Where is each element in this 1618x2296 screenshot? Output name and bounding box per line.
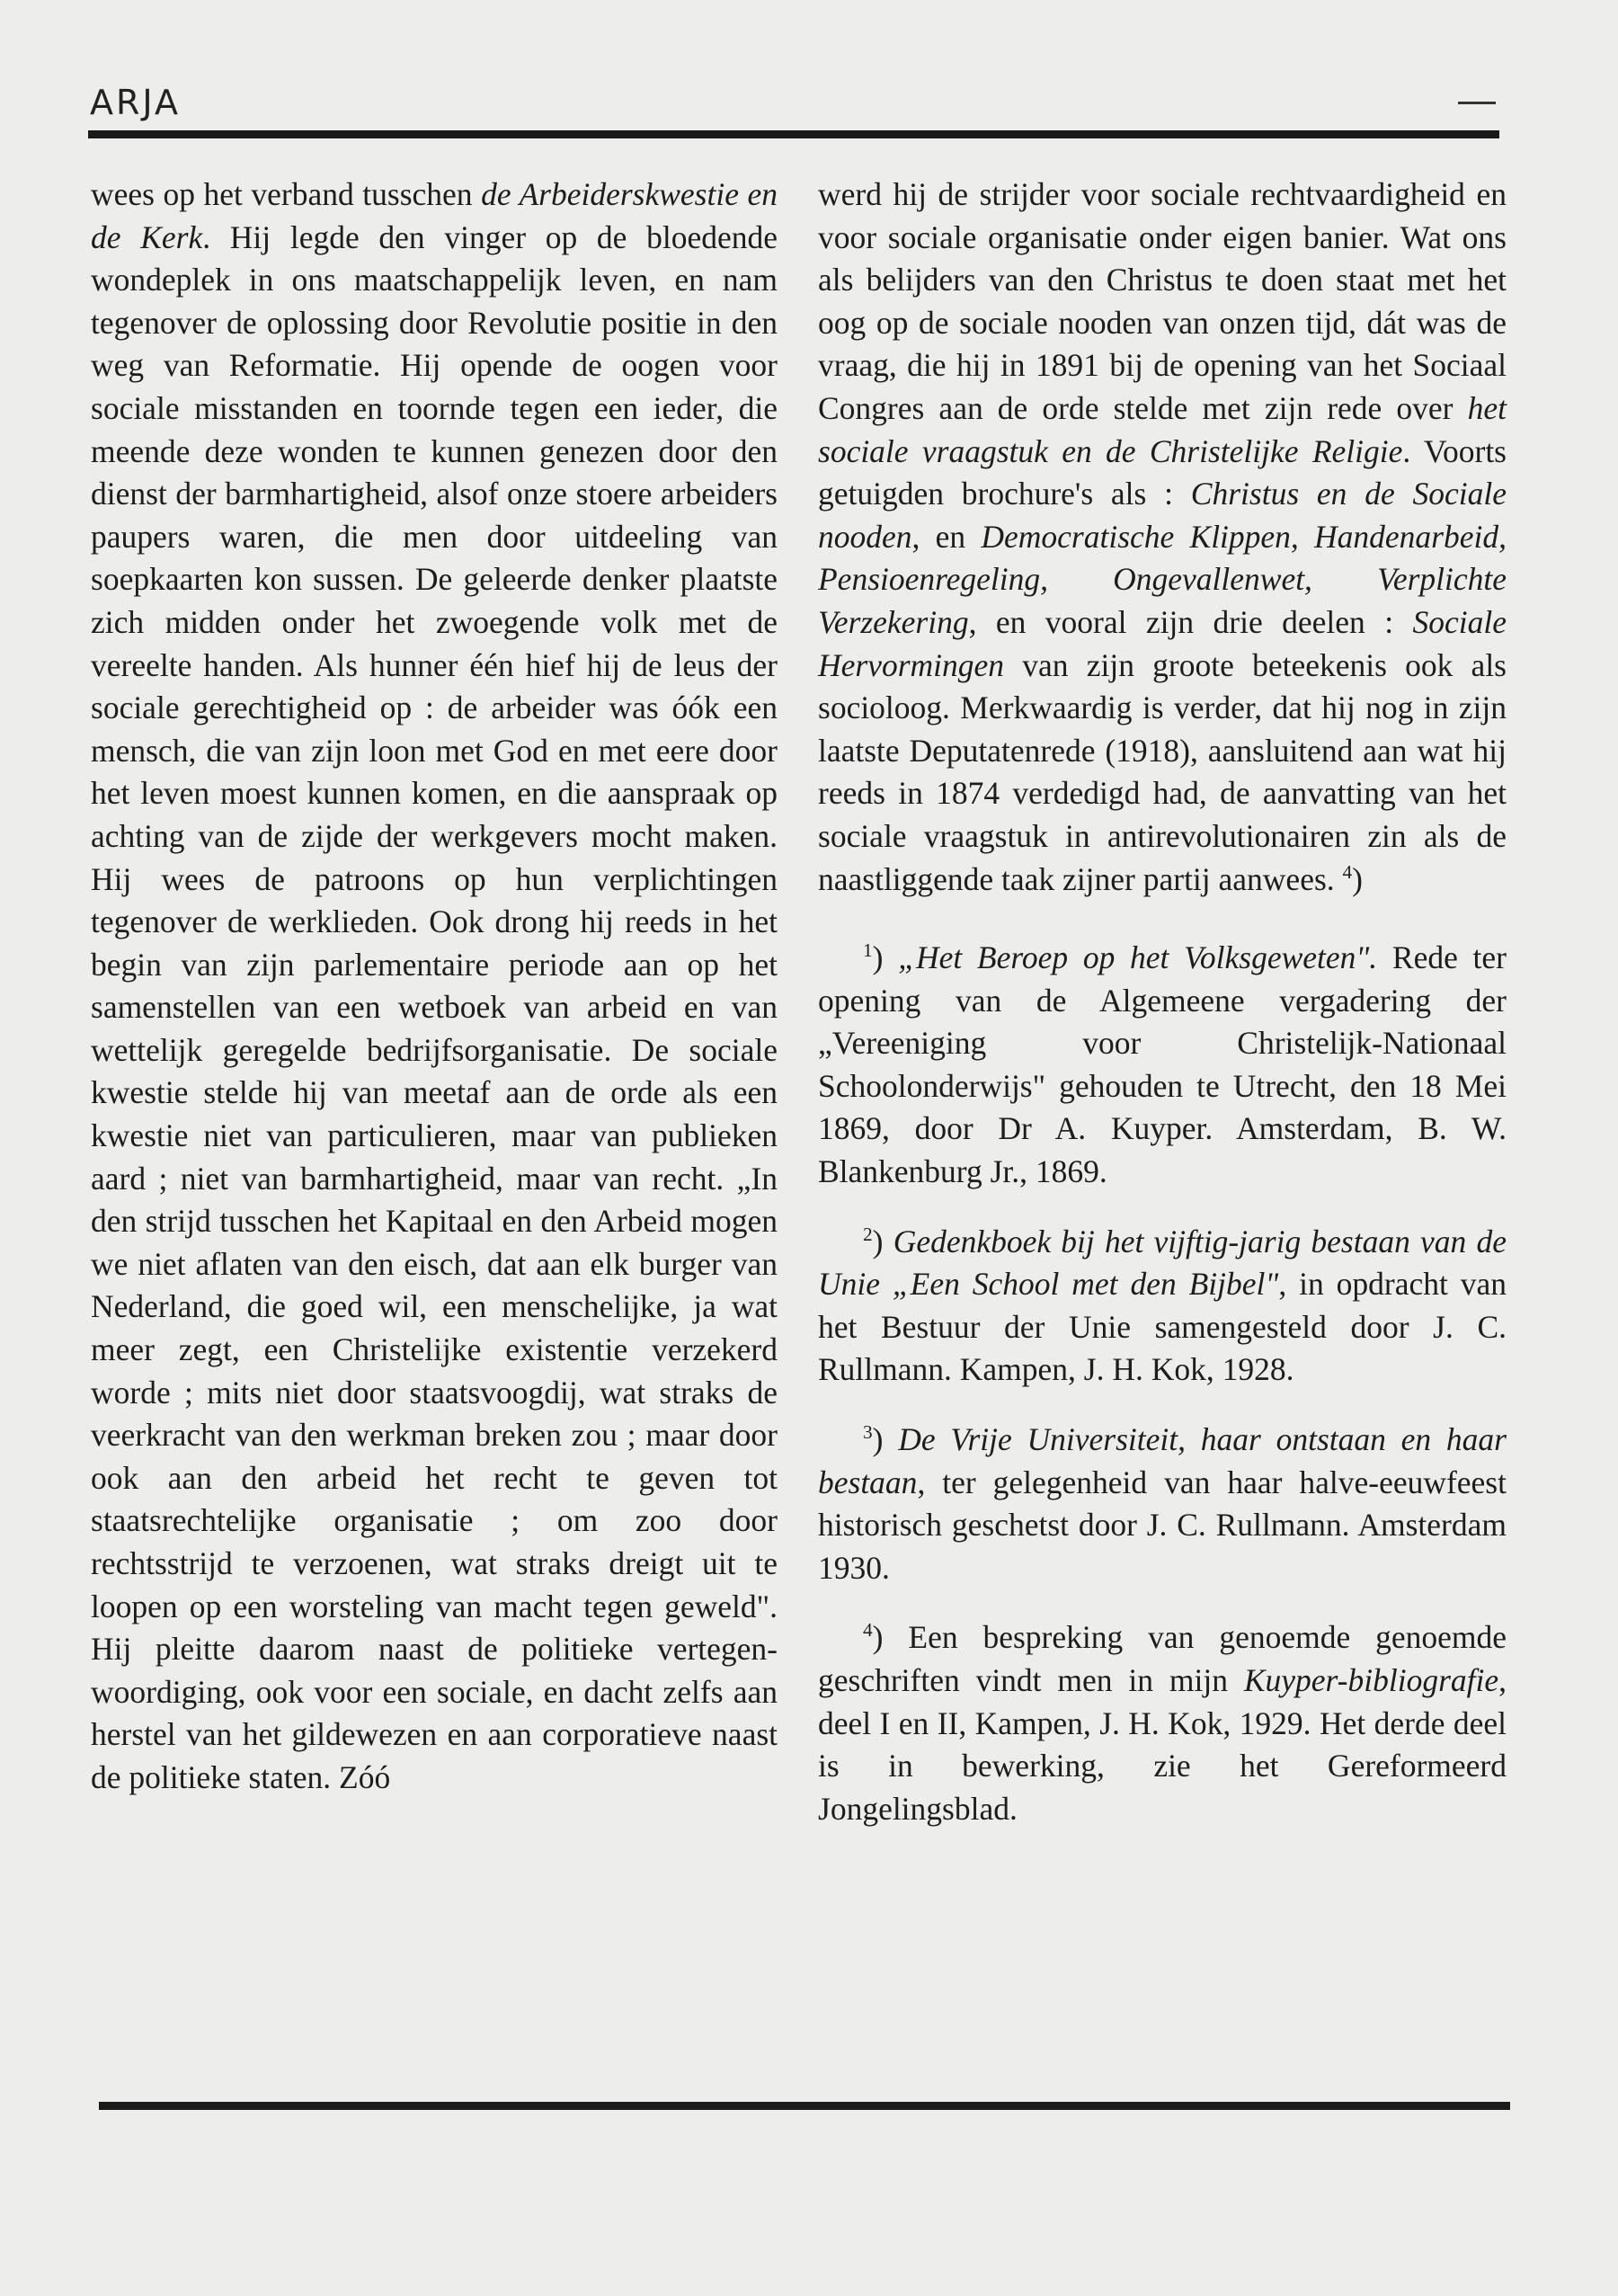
left-paragraph — [91, 174, 778, 1800]
footnote-title: Gedenkboek bij het vijftig-jarig bestaan van de Unie „Een School met den Bijbel" — [818, 1223, 1507, 1303]
text-run: . Hij legde den vinger op de bloedende wondeplek in ons maatschappelijk leven, en nam tegenover de oplossing door Revolutie positie in den weg van Reformatie. Hij opende de oogen voor sociale misstanden en toornde tegen een ieder, die meende deze wonden te kunnen genezen door den dienst der barmhartigheid, alsof onze stoere arbeiders paupers waren, die men door uitdeeling van soepkaarten kon sussen. De geleerde denker plaatste zich midden onder het zwoegende volk met de vereelte handen. Als hunner één hief hij de leus der sociale gerechtigheid op : de arbeider was óók een mensch, die van zijn loon met God en met eere door het leven moest kunnen komen, en die aanspraak op achting van de zijde der werkgevers mocht maken. Hij wees de patroons op hun verplichtingen tegenover de werklieden. Ook drong hij reeds in het begin van zijn parlementaire periode aan op het samenstellen van een wetboek van arbeid en van wettelijk geregelde bedrijfsorganisatie. De sociale kwestie stelde hij van meetaf aan de orde als een kwestie niet van particulieren, maar van publieken aard ; niet van barmhartigheid, maar van recht. „In den strijd tusschen het Kapitaal en den Arbeid mogen we niet aflaten van den eisch, dat aan elk burger van Nederland, die goed wil, een menschelijke, ja wat meer zegt, een Christelijke existentie verzekerd worde ; mits niet door staatsvoogdij, wat straks de veerkracht van den werkman breken zou ; maar door ook aan den arbeid het recht te geven tot staatsrechtelijke organisatie ; om zoo door rechtsstrijd te verzoenen, wat straks dreigt uit te loopen op een worsteling van macht tegen geweld". Hij pleitte daarom naast de politieke vertegenwoordiging, ook voor een sociale, en dacht zelfs aan herstel van het gildewezen en aan corporatieve naast de politieke staten. Zóó — [91, 218, 778, 1795]
footnote-number: 4 — [863, 1619, 873, 1642]
italic-title: het sociale vraagstuk en de Christelijke Religie — [818, 389, 1507, 469]
text-run: ) — [1352, 860, 1363, 897]
running-header-title: ARJA — [90, 83, 181, 122]
text-run: . Voorts getuigden brochure's als : — [818, 432, 1507, 512]
footnote-1: $^1$) „Het Beroep op het Volksgeweten". Rede ter opening van de Algemeene vergadering der „Vereeniging voor Christelijk-Nationaal Schoolonderwijs" gehouden te Utrecht, den 18 Mei 1869, door Dr A. Kuyper. Amsterdam, B. W. Blankenburg Jr., 1869. — [818, 939, 1507, 1190]
text-run: werd hij de strijder voor sociale rechtvaardigheid en voor sociale organisatie onder eigen banier. Wat ons als belijders van den Christus te doen staat met het oog op de sociale nooden van onzen tijd, dát was de vraag, die hij in 1891 bij de opening van het Sociaal Congres aan de orde stelde met zijn rede over — [818, 176, 1507, 426]
footnote-number: 3 — [863, 1421, 873, 1444]
footnote-number: 1 — [863, 939, 873, 962]
text-run: wees op het verband tusschen — [91, 176, 482, 212]
footnote-title: De Vrije Universiteit, haar ontstaan en haar bestaan — [818, 1421, 1507, 1500]
italic-title: de Arbeiderskwestie en de Kerk — [91, 176, 778, 255]
footnote-title: Kuyper-bibliografie — [1243, 1662, 1499, 1698]
footnote-2: $^2$) Gedenkboek bij het vijftig-jarig bestaan van de Unie „Een School met den Bijbel", in opdracht van het Bestuur der Unie samengesteld door J. C. Rullmann. Kampen, J. H. Kok, 1928. — [818, 1223, 1507, 1388]
footnote-text: Rede ter opening van de Algemeene vergadering der „Vereeniging voor Christelijk-Nationaal Schoolonderwijs" gehouden te Utrecht, den 18 Mei 1869, door Dr A. Kuyper. Amsterdam, B. W. Blankenburg Jr., 1869. — [818, 939, 1507, 1190]
footnote-title: „Het Beroep op het Volksgeweten". — [898, 939, 1378, 976]
footnote-text: , in opdracht van het Bestuur der Unie samengesteld door J. C. Rullmann. Kampen, J. H. Kok, 1928. — [818, 1266, 1507, 1388]
right-column — [818, 174, 1507, 1830]
header-rule — [88, 130, 1499, 138]
footnote-3: $^3$) De Vrije Universiteit, haar ontstaan en haar bestaan, ter gelegenheid van haar halve-eeuwfeest historisch geschetst door J. C. Rullmann. Amsterdam 1930. — [818, 1421, 1507, 1586]
footnote-4: $^4$) Een bespreking van genoemde genoemde geschriften vindt men in mijn Kuyper-bibliografie, deel I en II, Kampen, J. H. Kok, 1929. Het derde deel is in bewerking, zie het Gereformeerd Jongelingsblad. — [818, 1619, 1507, 1827]
text-run: , en — [911, 518, 982, 555]
text-run: van zijn groote beteekenis ook als socioloog. Merkwaardig is verder, dat hij nog in zijn laatste Deputatenrede (1918), aansluitend aan wat hij reeds in 1874 verdedigd had, de aanvatting van het sociale vraagstuk in antirevolutionairen zin als de naastliggende taak zijner partij aanwees. — [818, 646, 1507, 897]
page-marker-dash — [1458, 102, 1496, 104]
footnote-text: Een bespreking van genoemde genoemde geschriften vindt men in mijn — [818, 1619, 1507, 1698]
italic-title: Christus en de Sociale nooden — [818, 476, 1507, 555]
footnote-text: , deel I en II, Kampen, J. H. Kok, 1929. Het derde deel is in bewerking, zie het Gereformeerd Jongelingsblad. — [818, 1662, 1507, 1827]
text-run: , en vooral zijn drie deelen : — [968, 603, 1413, 640]
footnote-text: , ter gelegenheid van haar halve-eeuwfeest historisch geschetst door J. C. Rullmann. Amsterdam 1930. — [818, 1464, 1507, 1586]
footnote-reference: 4 — [1342, 860, 1353, 883]
italic-title: Sociale Hervormingen — [818, 603, 1507, 683]
footnote-number: 2 — [863, 1223, 873, 1245]
footer-rule — [99, 2102, 1510, 2110]
right-paragraph — [818, 174, 1507, 901]
left-column — [91, 174, 778, 1800]
italic-title: Democratische Klippen, Handenarbeid, Pensioenregeling, Ongevallenwet, Verplichte Verzekering — [818, 518, 1507, 640]
